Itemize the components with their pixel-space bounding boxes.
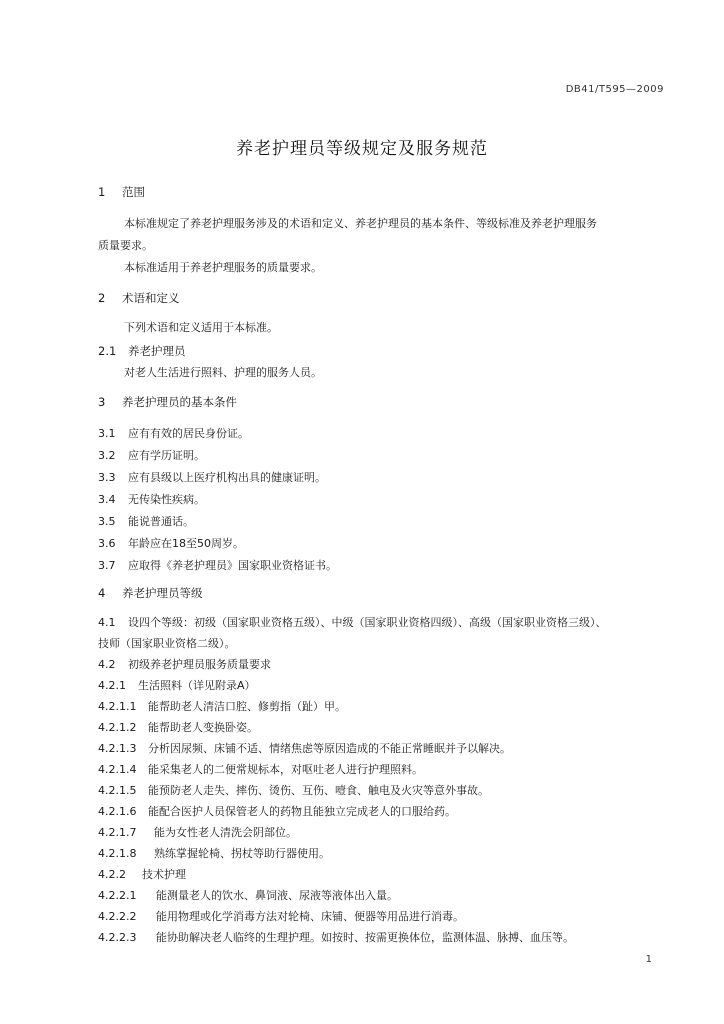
section-heading-4 — [98, 585, 203, 601]
document-title: 养老护理员等级规定及服务规范 — [236, 139, 488, 159]
clause-number: 3.4 — [98, 493, 116, 506]
clause-4-2-1 — [98, 678, 256, 694]
section-heading-3 — [98, 394, 237, 410]
clause-text: 年龄应在18至50周岁。 — [128, 537, 244, 550]
section-text: 养老护理员的基本条件 — [122, 395, 237, 409]
clause-4-2 — [98, 657, 271, 673]
section-text: 范围 — [122, 185, 145, 199]
clause-4-2-2-3 — [98, 930, 574, 946]
clause-4-2-1-8 — [98, 846, 330, 862]
clause-number: 3.7 — [98, 559, 116, 572]
clause-text: 能帮助老人变换卧姿。 — [148, 721, 258, 734]
clause-3-6 — [98, 536, 244, 552]
clause-number: 3.1 — [98, 427, 116, 440]
clause-number: 3.6 — [98, 537, 116, 550]
clause-number: 4.2 — [98, 658, 116, 671]
clause-number: 4.2.1.6 — [98, 805, 137, 818]
clause-text: 熟练掌握轮椅、拐杖等助行器使用。 — [154, 847, 330, 860]
clause-number: 4.2.2.3 — [98, 931, 137, 944]
paragraph: 本标准适用于养老护理服务的质量要求。 — [124, 261, 322, 274]
clause-4-2-1-2 — [98, 720, 258, 736]
clause-number: 4.2.1.7 — [98, 826, 137, 839]
clause-number: 4.2.1.5 — [98, 784, 137, 797]
clause-number: 4.2.1.2 — [98, 721, 137, 734]
clause-number: 4.2.1.4 — [98, 763, 137, 776]
section-text: 术语和定义 — [122, 291, 180, 305]
clause-text: 应有县级以上医疗机构出具的健康证明。 — [128, 471, 326, 484]
clause-number: 4.2.2 — [98, 868, 126, 881]
clause-text: 能用物理或化学消毒方法对轮椅、床铺、便器等用品进行消毒。 — [156, 910, 464, 923]
clause-4-2-2 — [98, 867, 186, 883]
clause-text: 能采集老人的二便常规标本，对呕吐老人进行护理照料。 — [148, 763, 423, 776]
clause-text: 能协助解决老人临终的生理护理。如按时、按需更换体位，监测体温、脉搏、血压等。 — [156, 931, 574, 944]
paragraph: 对老人生活进行照料、护理的服务人员。 — [124, 366, 322, 379]
clause-3-1 — [98, 426, 249, 442]
clause-text: 应有学历证明。 — [128, 449, 205, 462]
clause-text: 养老护理员 — [128, 344, 186, 358]
clause-text: 初级养老护理员服务质量要求 — [128, 658, 271, 671]
paragraph: 下列术语和定义适用于本标准。 — [124, 321, 278, 334]
paragraph: 质量要求。 — [98, 239, 153, 252]
clause-number: 4.2.1.8 — [98, 847, 137, 860]
section-number: 3 — [98, 395, 106, 409]
clause-number: 3.2 — [98, 449, 116, 462]
clause-text: 应有有效的居民身份证。 — [128, 427, 249, 440]
clause-3-2 — [98, 448, 205, 464]
clause-text: 生活照料（详见附录A） — [138, 679, 256, 692]
clause-number: 3.5 — [98, 515, 116, 528]
clause-text: 能测量老人的饮水、鼻饲液、尿液等液体出入量。 — [156, 889, 398, 902]
paragraph: 技师（国家职业资格二级）。 — [98, 637, 236, 650]
clause-4-2-1-1 — [98, 699, 346, 715]
clause-3-5 — [98, 514, 194, 530]
clause-3-3 — [98, 470, 326, 486]
clause-number: 4.2.2.1 — [98, 889, 137, 902]
section-number: 1 — [98, 185, 106, 199]
clause-4-2-1-5 — [98, 783, 489, 799]
clause-number: 4.1 — [98, 616, 116, 629]
clause-4-1 — [98, 615, 607, 631]
clause-4-2-2-1 — [98, 888, 398, 904]
clause-number: 4.2.1 — [98, 679, 126, 692]
section-heading-2 — [98, 290, 180, 306]
clause-4-2-1-6 — [98, 804, 456, 820]
clause-text: 能帮助老人清洁口腔、修剪指（趾）甲。 — [148, 700, 346, 713]
clause-3-4 — [98, 492, 205, 508]
section-text: 养老护理员等级 — [122, 586, 203, 600]
paragraph: 本标准规定了养老护理服务涉及的术语和定义、养老护理员的基本条件、等级标准及养老护理服务 — [124, 217, 597, 230]
clause-2-1 — [98, 343, 186, 359]
page-number: 1 — [645, 954, 652, 965]
clause-number: 4.2.1.3 — [98, 742, 137, 755]
clause-4-2-1-3 — [98, 741, 511, 757]
clause-number: 4.2.1.1 — [98, 700, 137, 713]
section-heading-1 — [98, 184, 145, 200]
clause-text: 能说普通话。 — [128, 515, 194, 528]
clause-text: 应取得《养老护理员》国家职业资格证书。 — [128, 559, 337, 572]
clause-text: 能为女性老人清洗会阴部位。 — [154, 826, 297, 839]
clause-number: 2.1 — [98, 344, 117, 358]
clause-text: 能预防老人走失、摔伤、烫伤、互伤、噎食、触电及火灾等意外事故。 — [148, 784, 489, 797]
clause-3-7 — [98, 558, 337, 574]
clause-text: 能配合医护人员保管老人的药物且能独立完成老人的口服给药。 — [148, 805, 456, 818]
clause-4-2-1-7 — [98, 825, 297, 841]
section-number: 4 — [98, 586, 106, 600]
clause-text: 技术护理 — [142, 868, 186, 881]
clause-number: 3.3 — [98, 471, 116, 484]
clause-4-2-2-2 — [98, 909, 464, 925]
clause-text: 设四个等级：初级（国家职业资格五级）、中级（国家职业资格四级）、高级（国家职业资格三级）、 — [128, 616, 607, 629]
clause-4-2-1-4 — [98, 762, 423, 778]
section-number: 2 — [98, 291, 106, 305]
standard-code: DB41/T595—2009 — [565, 84, 664, 95]
clause-text: 分析因尿频、床铺不适、情绪焦虑等原因造成的不能正常睡眠并予以解决。 — [148, 742, 511, 755]
clause-number: 4.2.2.2 — [98, 910, 137, 923]
clause-text: 无传染性疾病。 — [128, 493, 205, 506]
